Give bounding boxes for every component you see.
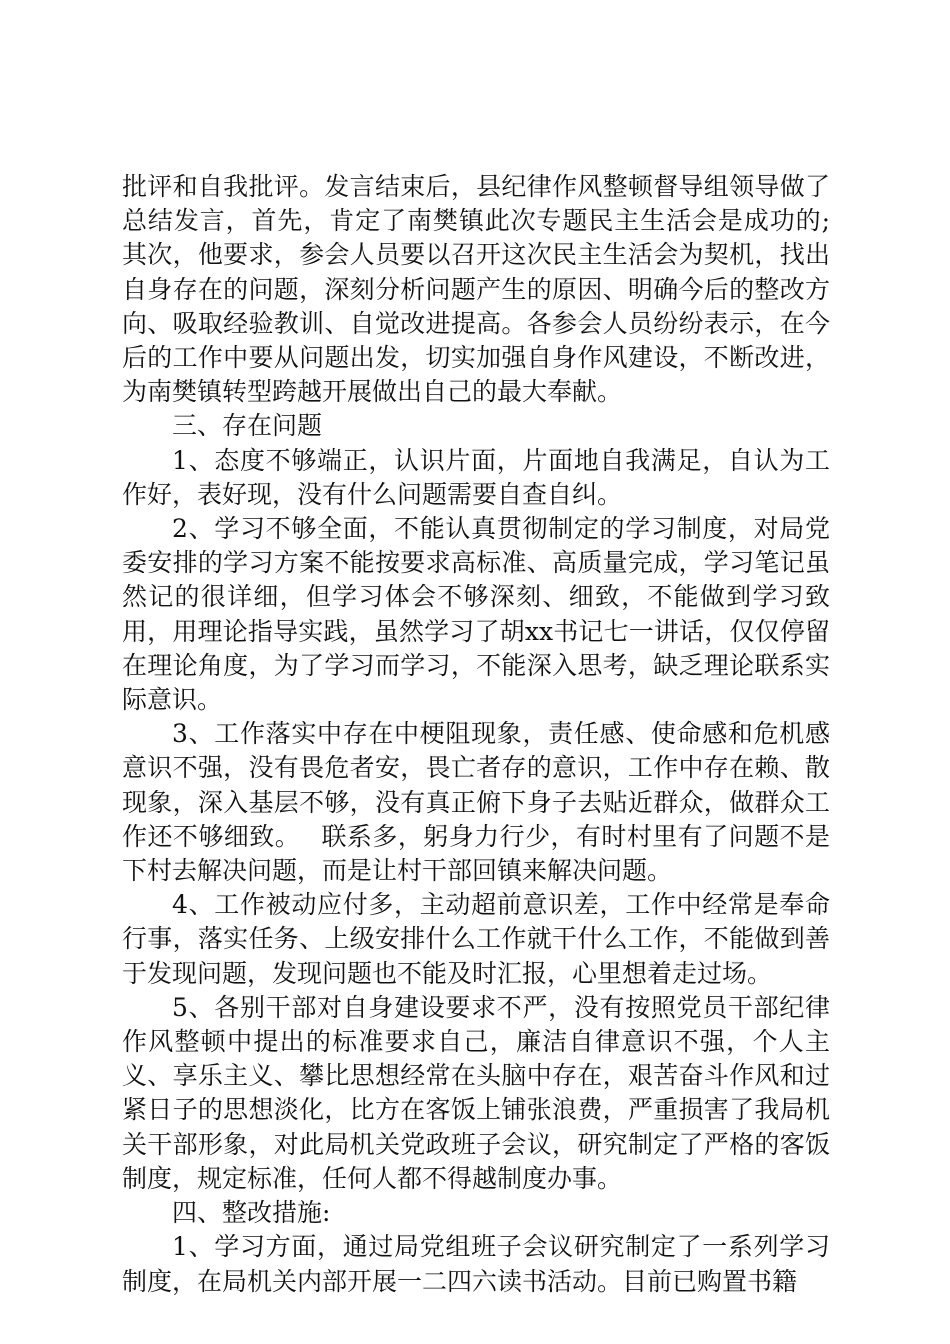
paragraph-problem-4: 4、工作被动应付多，主动超前意识差，工作中经常是奉命行事，落实任务、上级安排什么工作就干什么工作，不能做到善于发现问题，发现问题也不能及时汇报，心里想着走过场。 [122,890,830,988]
paragraph-problem-5: 5、各别干部对自身建设要求不严，没有按照党员干部纪律作风整顿中提出的标准要求自己，廉洁自律意识不强，个人主义、享乐主义、攀比思想经常在头脑中存在，艰苦奋斗作风和过紧日子的思想淡化，比方在客饭上铺张浪费，严重损害了我局机关干部形象，对此局机关党政班子会议，研究制定了严格的客饭制度，规定标准，任何人都不得越制度办事。 [122,992,830,1193]
section-heading-problems: 三、存在问题 [172,411,323,441]
section-heading-measures: 四、整改措施: [172,1198,331,1228]
paragraph-problem-3: 3、工作落实中存在中梗阻现象，责任感、使命感和危机感意识不强，没有畏危者安，畏亡者存的意识，工作中存在赖、散现象，深入基层不够，没有真正俯下身子去贴近群众，做群众工作还不够细致。 联系多，躬身力行少，有时村里有了问题不是下村去解决问题，而是让村干部回镇来解决问题。 [122,719,830,886]
document-body [122,170,830,1299]
paragraph-summary: 批评和自我批评。发言结束后，县纪律作风整顿督导组领导做了总结发言，首先，肯定了南樊镇此次专题民主生活会是成功的;其次，他要求，参会人员要以召开这次民主生活会为契机，找出自身存在的问题，深刻分析问题产生的原因、明确今后的整改方向、吸取经验教训、自觉改进提高。各参会人员纷纷表示，在今后的工作中要从问题出发，切实加强自身作风建设，不断改进，为南樊镇转型跨越开展做出自己的最大奉献。 [122,172,830,407]
paragraph-problem-2: 2、学习不够全面，不能认真贯彻制定的学习制度，对局党委安排的学习方案不能按要求高标准、高质量完成，学习笔记虽然记的很详细，但学习体会不够深刻、细致，不能做到学习致用，用理论指导实践，虽然学习了胡xx书记七一讲话，仅仅停留在理论角度，为了学习而学习，不能深入思考，缺乏理论联系实际意识。 [122,514,830,715]
paragraph-measure-1: 1、学习方面，通过局党组班子会议研究制定了一系列学习制度，在局机关内部开展一二四六读书活动。目前已购置书籍 [122,1232,830,1296]
paragraph-problem-1: 1、态度不够端正，认识片面，片面地自我满足，自认为工作好，表好现，没有什么问题需要自查自纠。 [122,445,830,509]
